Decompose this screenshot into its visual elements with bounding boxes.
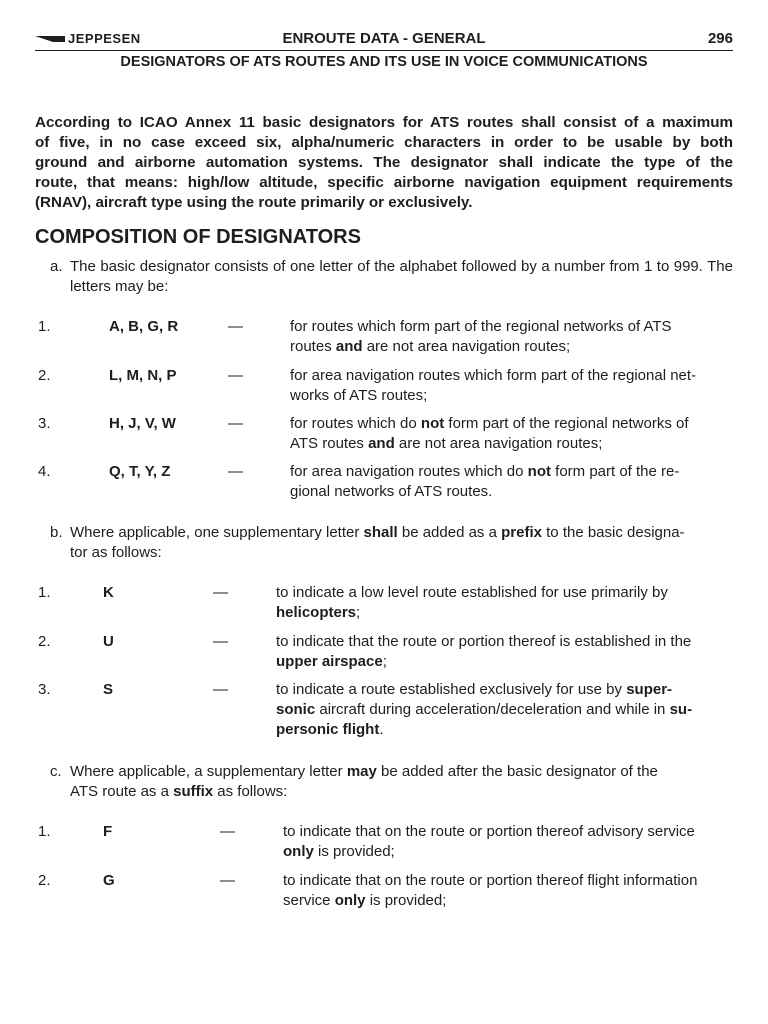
item-number: 1. <box>38 823 51 840</box>
dash-separator: — <box>220 872 235 889</box>
logo-text: JEPPESEN <box>68 31 141 46</box>
item-number: 1. <box>38 584 51 601</box>
item-number: 3. <box>38 415 51 432</box>
item-description: to indicate a low level route established for use primarily by helicopters; <box>276 584 668 621</box>
route-letters: F <box>103 823 113 840</box>
route-letters: A, B, G, R <box>109 318 179 335</box>
header-title: ENROUTE DATA - GENERAL <box>282 30 486 47</box>
section-a-paragraph <box>50 257 733 297</box>
intro-line: route, that means: high/low altitude, specific airborne navigation equipment requirements <box>35 174 733 191</box>
item-description: for routes which do not form part of the regional networks of ATS routes and are not area navigation routes; <box>290 415 689 452</box>
section-c-label: c. <box>50 763 62 780</box>
item-description: to indicate that on the route or portion thereof advisory service only is provided; <box>283 823 695 860</box>
item-number: 3. <box>38 681 51 698</box>
header-rule <box>35 50 733 51</box>
dash-separator: — <box>228 318 243 335</box>
section-b-text: Where applicable, one supplementary letter shall be added as a prefix to the basic designa- tor as follows: <box>70 524 685 561</box>
page-number: 296 <box>707 30 733 47</box>
route-letters: U <box>103 633 114 650</box>
item-number: 2. <box>38 872 51 889</box>
route-letters: G <box>103 872 115 889</box>
dash-separator: — <box>228 367 243 384</box>
section-c-text: Where applicable, a supplementary letter may be added after the basic designator of the ATS route as a suffix as follows: <box>70 763 658 800</box>
route-letters: S <box>103 681 114 698</box>
dash-separator: — <box>228 415 243 432</box>
page-subtitle: DESIGNATORS OF ATS ROUTES AND ITS USE IN VOICE COMMUNICATIONS <box>120 54 648 70</box>
item-number: 2. <box>38 367 51 384</box>
dash-separator: — <box>213 584 228 601</box>
section-b-paragraph <box>50 523 733 563</box>
item-description: for area navigation routes which do not form part of the re- gional networks of ATS routes. <box>290 463 680 500</box>
intro-paragraph <box>35 113 733 213</box>
item-number: 4. <box>38 463 51 480</box>
section-a-label: a. <box>50 258 63 275</box>
route-letters: K <box>103 584 114 601</box>
item-number: 1. <box>38 318 51 335</box>
page-header <box>35 30 733 50</box>
section-a-text: The basic designator consists of one letter of the alphabet followed by a number from 1 to 999. The letters may be: <box>70 258 733 295</box>
section-b-label: b. <box>50 524 63 541</box>
item-description: to indicate that the route or portion thereof is established in the upper airspace; <box>276 633 692 670</box>
intro-line: ground and airborne automation systems. The designator shall indicate the type of the <box>35 154 733 171</box>
item-description: for area navigation routes which form part of the regional net- works of ATS routes; <box>290 367 697 404</box>
intro-line: (RNAV), aircraft type using the route primarily or exclusively. <box>35 194 473 211</box>
section-heading: COMPOSITION OF DESIGNATORS <box>35 226 361 248</box>
intro-line: of five, in no case exceed six, alpha/numeric characters in order to be usable by both <box>35 134 733 151</box>
dash-separator: — <box>220 823 235 840</box>
item-description: for routes which form part of the regional networks of ATS routes and are not area navigation routes; <box>290 318 672 355</box>
dash-separator: — <box>228 463 243 480</box>
route-letters: Q, T, Y, Z <box>109 463 171 480</box>
route-letters: H, J, V, W <box>109 415 176 432</box>
item-description: to indicate that on the route or portion thereof flight information service only is provided; <box>283 872 698 909</box>
item-description: to indicate a route established exclusively for use by super- sonic aircraft during acceleration/deceleration and while in su- personic flight. <box>276 681 693 738</box>
intro-line: According to ICAO Annex 11 basic designators for ATS routes shall consist of a maximum <box>35 114 733 131</box>
route-letters: L, M, N, P <box>109 367 177 384</box>
section-c-paragraph <box>50 762 733 802</box>
dash-separator: — <box>213 633 228 650</box>
item-number: 2. <box>38 633 51 650</box>
dash-separator: — <box>213 681 228 698</box>
